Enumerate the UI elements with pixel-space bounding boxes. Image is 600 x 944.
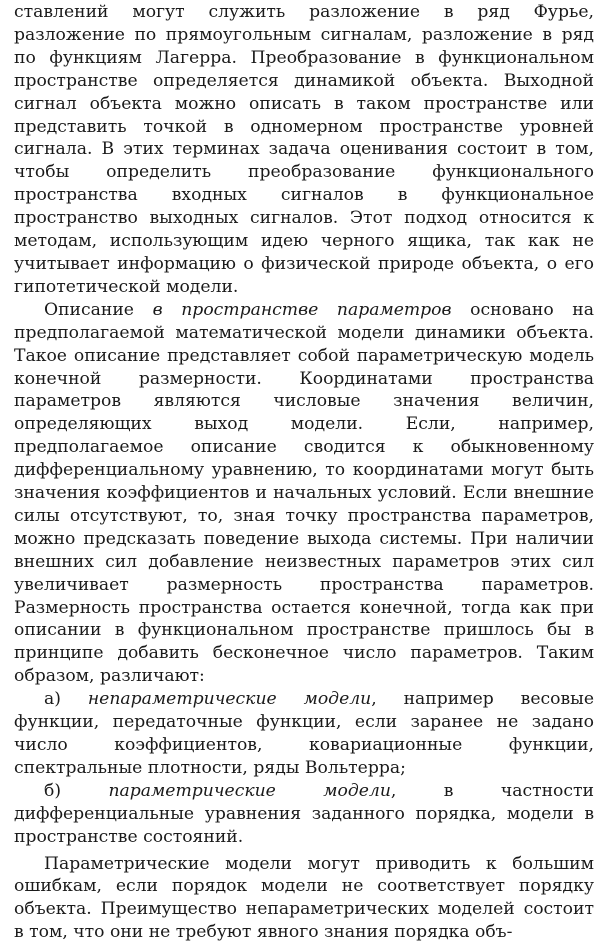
list-marker-a: а) bbox=[44, 689, 61, 710]
paragraph-model-errors: Параметрические модели могут приводить к большим ошибкам, если порядок модели не соответствует порядку объекта. Преимущество непараметрических моделей состоит в том, что они не требуют явного знания порядка объ- bbox=[14, 853, 594, 943]
paragraph-lead-text: Описание bbox=[44, 299, 134, 320]
paragraph-body-text: основано на предполагаемой математической модели динамики объекта. Такое описание представляет собой параметрическую модель конечной размерности. Координатами пространства параметров являются числовые значения величин, определяющих выход модели. Если, например, предполагаемое описание сводится к обыкновенному дифференциальному уравнению, то координатами могут быть значения коэффициентов и начальных условий. Если внешние силы отсутствуют, то, зная точку пространства параметров, можно предсказать поведение выхода системы. При наличии внешних сил добавление неизвестных параметров этих сил увеличивает размерность пространства параметров. Размерность пространства остается конечной, тогда как при описании в функциональном пространстве пришлось бы в принципе добавить бесконечное число параметров. Таким образом, различают: bbox=[14, 299, 595, 687]
list-item-nonparametric bbox=[14, 688, 594, 780]
list-item-parametric bbox=[14, 780, 594, 849]
list-item-a-text: , например весовые функции, передаточные функции, если заранее не задано число коэффициентов, ковариационные функции, спектральные плотности, ряды Вольтерра; bbox=[14, 689, 594, 778]
term-parametric-models: параметрические модели bbox=[108, 780, 391, 801]
term-parameter-space: в пространстве параметров bbox=[152, 299, 452, 320]
list-marker-b: б) bbox=[44, 780, 62, 801]
paragraph-parameter-space bbox=[14, 299, 594, 688]
term-nonparametric-models: непараметрические модели bbox=[87, 689, 372, 710]
paragraph-function-space: ставлений могут служить разложение в ряд Фурье, разложение по прямоугольным сигналам, разложение в ряд по функциям Лагерра. Преобразование в функциональном пространстве определяется динамикой объекта. Выходной сигнал объекта можно описать в таком пространстве или представить точкой в одномерном пространстве уровней сигнала. В этих терминах задача оценивания состоит в том, чтобы определить преобразование функционального пространства входных сигналов в функциональное пространство выходных сигналов. Этот подход относится к методам, использующим идею черного ящика, так как не учитывает информацию о физической природе объекта, о его гипотетической модели. bbox=[14, 2, 594, 297]
list-item-b-text: , в частности дифференциальные уравнения заданного порядка, модели в пространстве состояний. bbox=[14, 780, 594, 847]
